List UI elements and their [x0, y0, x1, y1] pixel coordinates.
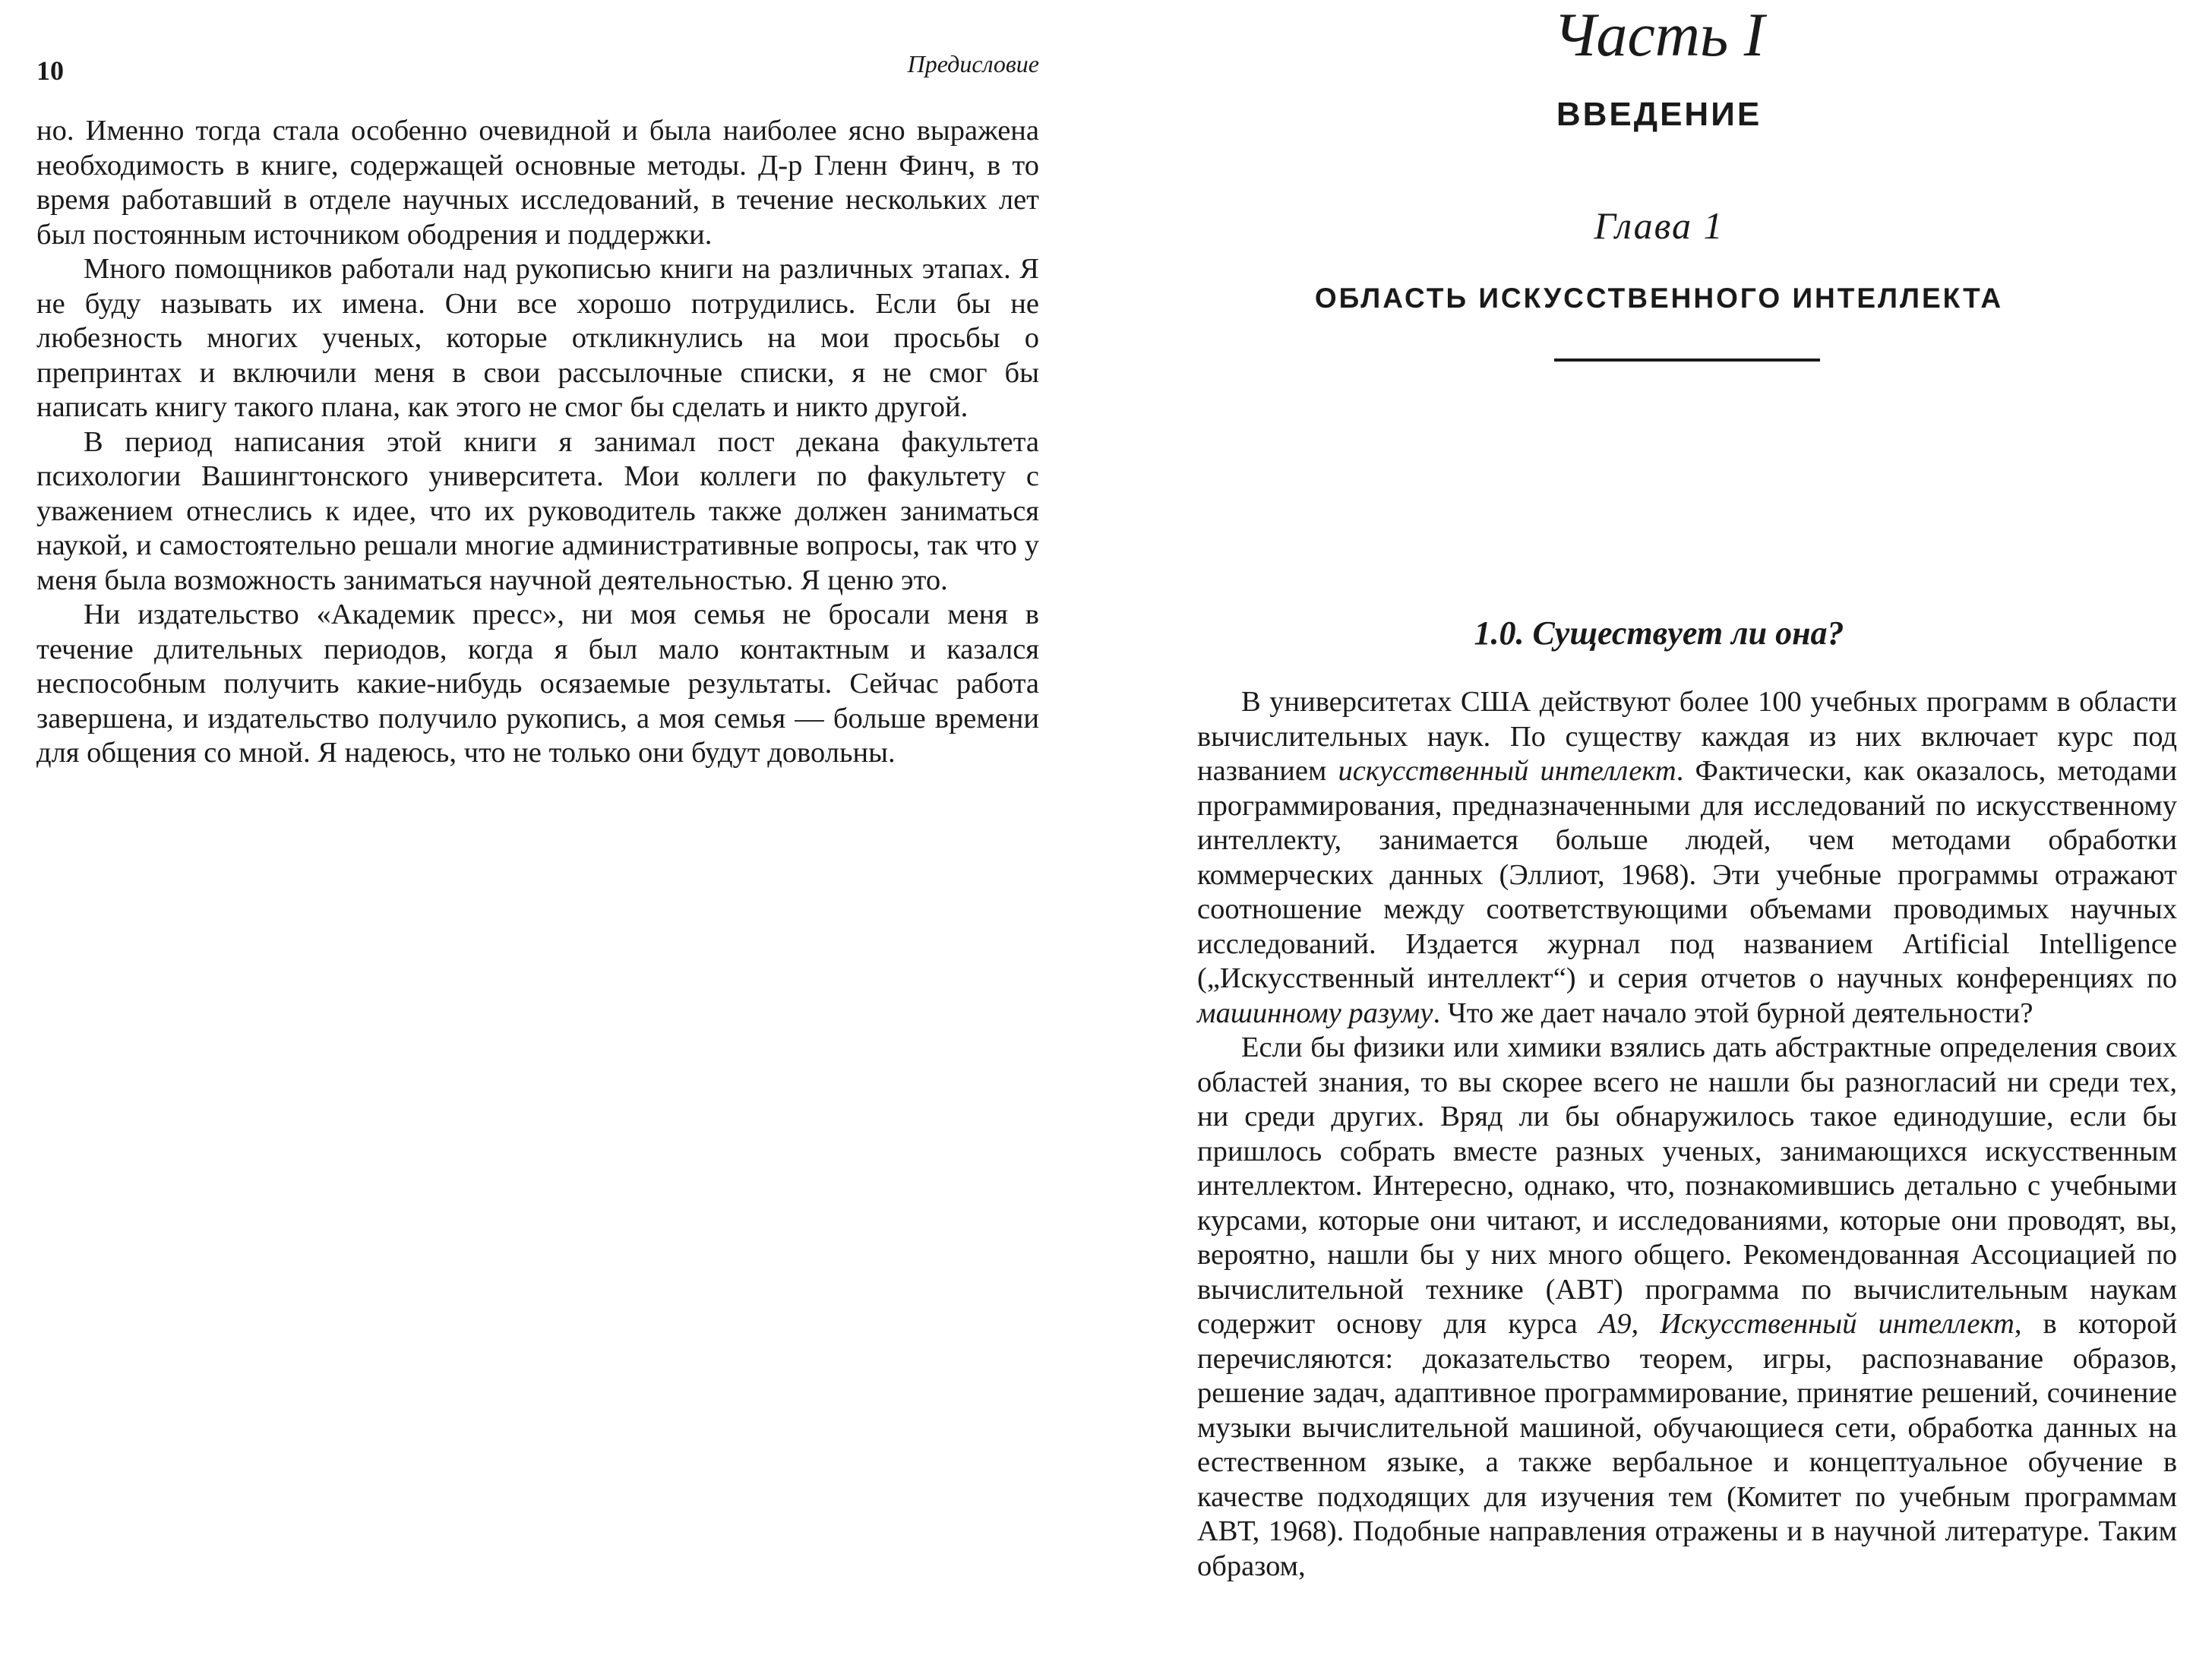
italic-term: искусственный интеллект — [1338, 755, 1676, 787]
paragraph: В период написания этой книги я занимал пост декана факультета психологии Вашингтонского университета. Мои коллеги по факультету с уважением отнеслись к идее, что их руководитель также должен заниматься наукой, и самостоятельно решали многие административные вопросы, так что у меня была возможность заниматься научной деятельностью. Я ценю это. — [36, 425, 1039, 596]
text-run: Если бы физики или химики взялись дать абстрактные определения своих областей знания, то вы скорее всего не нашли бы разногласий ни среди тех, ни среди других. Вряд ли бы обнаружилось такое единодушие, если бы пришлось собрать вместе разных ученых, занимающихся искусственным интеллектом. Интересно, однако, что, познакомившись детально с учебными курсами, которые они читают, и исследованиями, которые они проводят, вы, вероятно, нашли бы у них много общего. Рекомендованная Ассоциацией по вычислительной технике (АВТ) программа по вычислительным наукам содержит основу для курса — [1197, 1031, 2177, 1340]
running-title: Предисловие — [907, 50, 1039, 77]
subsection-title: 1.0. Существует ли она? — [1474, 614, 1844, 652]
italic-term: машинному разуму — [1197, 997, 1433, 1029]
part-title: Часть I — [1553, 0, 1765, 69]
chapter-label: Глава 1 — [1594, 204, 1724, 247]
italic-term: А9, Искусственный интеллект — [1598, 1308, 2014, 1340]
running-head — [36, 47, 1039, 93]
right-page-body — [1197, 685, 2177, 1584]
right-page — [1106, 0, 2212, 1671]
section-title: ВВЕДЕНИЕ — [1556, 96, 1762, 133]
chapter-divider — [1554, 359, 1820, 362]
text-run: . Фактически, как оказалось, методами программирования, предназначенными для исследований по искусственному интеллекту, занимается больше людей, чем методами обработки коммерческих данных (Эллиот, 1968). Эти учебные программы отражают соотношение между соответствующими объемами проводимых научных исследований. Издается журнал под названием Artificial Intelligence („Искусственный интеллект“) и серия отчетов о научных конференциях по — [1197, 755, 2177, 994]
left-page-body — [36, 114, 1039, 771]
paragraph — [1197, 1031, 2177, 1584]
text-run: В университетах США действуют более 100 учебных программ в области вычислительных наук. По существу каждая из них включает курс под названием — [1197, 686, 2177, 787]
chapter-title: ОБЛАСТЬ ИСКУССТВЕННОГО ИНТЕЛЛЕКТА — [1314, 283, 2004, 314]
text-run: . Что же дает начало этой бурной деятельности? — [1433, 997, 2033, 1029]
paragraph — [1197, 685, 2177, 1031]
paragraph: Ни издательство «Академик пресс», ни моя семья не бросали меня в течение длительных периодов, когда я был мало контактным и казался неспособным получить какие-нибудь осязаемые результаты. Сейчас работа завершена, и издательство получило рукопись, а моя семья — больше времени для общения со мной. Я надеюсь, что не только они будут довольны. — [36, 599, 1039, 769]
page-number: 10 — [36, 55, 64, 86]
text-run: , в которой перечисляются: доказательство теорем, игры, распознавание образов, решение задач, адаптивное программирование, принятие решений, сочинение музыки вычислительной машиной, обучающиеся сети, обработка данных на естественном языке, а также вербальное и концептуальное обучение в качестве подходящих для изучения тем (Комитет по учебным программам АВТ, 1968). Подобные направления отражены и в научной литературе. Таким образом, — [1197, 1308, 2177, 1582]
paragraph: но. Именно тогда стала особенно очевидной и была наиболее ясно выражена необходимость в книге, содержащей основные методы. Д-р Гленн Финч, в то время работавший в отделе научных исследований, в течение нескольких лет был постоянным источником ободрения и поддержки. — [36, 115, 1039, 251]
paragraph: Много помощников работали над рукописью книги на различных этапах. Я не буду называть их имена. Они все хорошо потрудились. Если бы не любезность многих ученых, которые откликнулись на мои просьбы о препринтах и включили меня в свои рассылочные списки, я не смог бы написать книгу такого плана, как этого не смог бы сделать и никто другой. — [36, 253, 1039, 423]
